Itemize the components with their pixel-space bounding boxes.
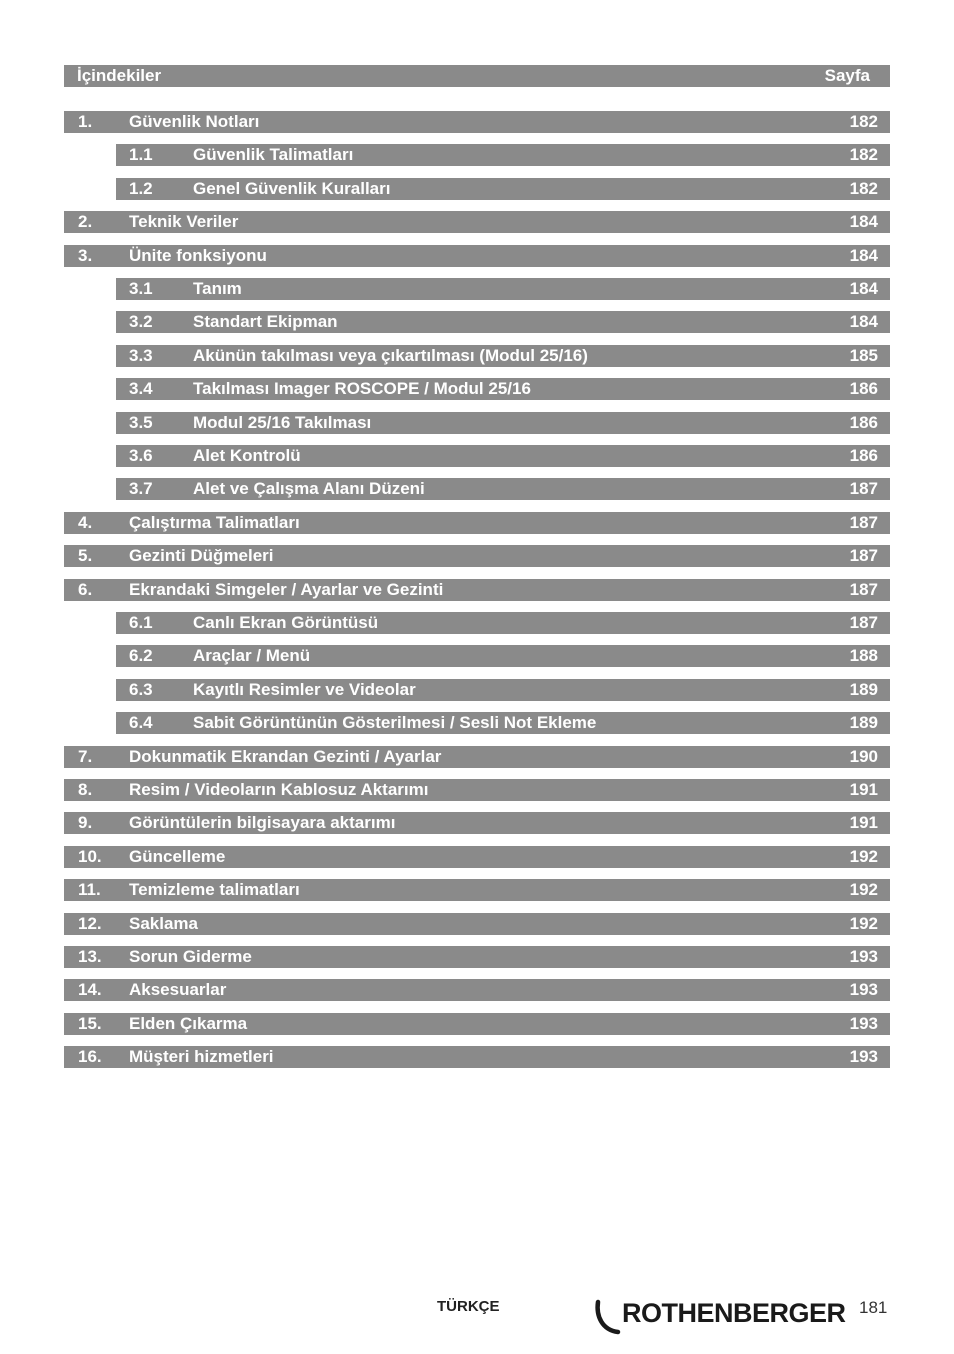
toc-page: 188 — [849, 646, 878, 665]
toc-row — [64, 979, 890, 1001]
toc-row — [64, 579, 890, 601]
toc-row — [116, 445, 890, 467]
toc-row — [64, 779, 890, 801]
toc-number: 3.1 — [129, 279, 153, 298]
toc-number: 3.2 — [129, 312, 153, 331]
toc-title: Kayıtlı Resimler ve Videolar — [193, 680, 416, 699]
toc-page: 186 — [849, 379, 878, 398]
toc-title: Aksesuarlar — [129, 980, 227, 999]
toc-number: 7. — [78, 747, 93, 766]
toc-page: 187 — [849, 546, 878, 565]
toc-title: Resim / Videoların Kablosuz Aktarımı — [129, 780, 429, 799]
toc-title: Çalıştırma Talimatları — [129, 513, 300, 532]
toc-page: 184 — [849, 312, 878, 331]
toc-title: Güncelleme — [129, 847, 226, 866]
toc-number: 3. — [78, 246, 93, 265]
toc-title: Güvenlik Notları — [129, 112, 260, 131]
toc-title: Akünün takılması veya çıkartılması (Modul 25/16) — [193, 346, 588, 365]
toc-row — [64, 846, 890, 868]
logo-text: ROTHENBERGER — [622, 1298, 846, 1328]
toc-title: Tanım — [193, 279, 242, 298]
toc-page: 184 — [849, 246, 878, 265]
toc-row — [64, 545, 890, 567]
toc-number: 3.5 — [129, 413, 153, 432]
toc-row — [116, 612, 890, 634]
toc-title: Sabit Görüntünün Gösterilmesi / Sesli Not Ekleme — [193, 713, 597, 732]
toc-row — [64, 245, 890, 267]
toc-number: 13. — [78, 947, 102, 966]
toc-number: 4. — [78, 513, 93, 532]
toc-page: 189 — [849, 680, 878, 699]
toc-page: 193 — [849, 1047, 878, 1066]
toc-page: 193 — [849, 947, 878, 966]
toc-header — [64, 65, 890, 87]
toc-row — [64, 1013, 890, 1035]
toc-page: 184 — [849, 212, 878, 231]
toc-title: Saklama — [129, 914, 198, 933]
toc-page: 187 — [849, 479, 878, 498]
toc-page: 191 — [849, 813, 878, 832]
toc-title: Takılması Imager ROSCOPE / Modul 25/16 — [193, 379, 531, 398]
toc-title: Alet Kontrolü — [193, 446, 301, 465]
toc-title: Elden Çıkarma — [129, 1014, 248, 1033]
toc-title: Dokunmatik Ekrandan Gezinti / Ayarlar — [129, 747, 442, 766]
toc-row — [116, 412, 890, 434]
toc-page: 182 — [849, 112, 878, 131]
toc-title: Araçlar / Menü — [193, 646, 311, 665]
toc-page: 184 — [849, 279, 878, 298]
toc-number: 1.2 — [129, 179, 153, 198]
toc-number: 6.4 — [129, 713, 153, 732]
toc-title: Teknik Veriler — [129, 212, 239, 231]
toc-title: Modul 25/16 Takılması — [193, 413, 372, 432]
toc-page: 190 — [849, 747, 878, 766]
toc-number: 10. — [78, 847, 102, 866]
toc-title: Alet ve Çalışma Alanı Düzeni — [193, 479, 425, 498]
toc-row — [116, 712, 890, 734]
toc-row — [116, 311, 890, 333]
toc-page: 182 — [849, 179, 878, 198]
toc-row — [116, 478, 890, 500]
toc-title: Sorun Giderme — [129, 947, 252, 966]
toc-title: Müşteri hizmetleri — [129, 1047, 274, 1066]
footer-language: TÜRKÇE — [437, 1298, 500, 1315]
toc-number: 6.2 — [129, 646, 153, 665]
toc-page: 185 — [849, 346, 878, 365]
toc-number: 16. — [78, 1047, 102, 1066]
toc-page: 186 — [849, 446, 878, 465]
toc-title: Güvenlik Talimatları — [193, 145, 354, 164]
toc-row — [64, 879, 890, 901]
toc-title: Görüntülerin bilgisayara aktarımı — [129, 813, 396, 832]
toc-number: 15. — [78, 1014, 102, 1033]
toc-row — [64, 913, 890, 935]
toc-number: 2. — [78, 212, 93, 231]
toc-number: 8. — [78, 780, 93, 799]
toc-number: 5. — [78, 546, 93, 565]
toc-row — [116, 178, 890, 200]
toc-number: 1.1 — [129, 145, 153, 164]
toc-title: Genel Güvenlik Kuralları — [193, 179, 391, 198]
toc-row — [64, 1046, 890, 1068]
toc-row — [64, 111, 890, 133]
toc-page: 182 — [849, 145, 878, 164]
toc-row — [116, 645, 890, 667]
toc-number: 6.1 — [129, 613, 153, 632]
toc-number: 6. — [78, 580, 93, 599]
toc-row — [64, 211, 890, 233]
toc-row — [64, 946, 890, 968]
toc-row — [64, 512, 890, 534]
toc-number: 9. — [78, 813, 93, 832]
toc-title: Gezinti Düğmeleri — [129, 546, 274, 565]
toc-page: 187 — [849, 513, 878, 532]
toc-page: 193 — [849, 980, 878, 999]
logo-hook-icon — [594, 1296, 624, 1336]
toc-number: 3.7 — [129, 479, 153, 498]
toc-number: 12. — [78, 914, 102, 933]
toc-page: 186 — [849, 413, 878, 432]
toc-header-page-label: Sayfa — [824, 66, 870, 85]
toc-number: 14. — [78, 980, 102, 999]
toc-number: 3.4 — [129, 379, 153, 398]
toc-page: 192 — [849, 847, 878, 866]
toc-header-title: İçindekiler — [77, 66, 162, 85]
toc-title: Ekrandaki Simgeler / Ayarlar ve Gezinti — [129, 580, 444, 599]
toc-row — [116, 378, 890, 400]
toc-page: 189 — [849, 713, 878, 732]
toc-page: 192 — [849, 914, 878, 933]
rothenberger-logo — [594, 1296, 846, 1336]
toc-page: 187 — [849, 613, 878, 632]
toc-number: 3.6 — [129, 446, 153, 465]
toc-number: 1. — [78, 112, 93, 131]
toc-row — [116, 345, 890, 367]
toc-row — [116, 679, 890, 701]
toc-number: 11. — [78, 880, 101, 899]
toc-title: Temizleme talimatları — [129, 880, 300, 899]
toc-page: 192 — [849, 880, 878, 899]
toc-page: 187 — [849, 580, 878, 599]
page-number: 181 — [859, 1298, 888, 1317]
toc-page: 191 — [849, 780, 878, 799]
toc-page: 193 — [849, 1014, 878, 1033]
toc-number: 3.3 — [129, 346, 153, 365]
toc-row — [116, 278, 890, 300]
toc-title: Canlı Ekran Görüntüsü — [193, 613, 379, 632]
toc-number: 6.3 — [129, 680, 153, 699]
toc-row — [64, 746, 890, 768]
toc-row — [116, 144, 890, 166]
toc-title: Standart Ekipman — [193, 312, 338, 331]
toc-row — [64, 812, 890, 834]
toc-title: Ünite fonksiyonu — [129, 246, 267, 265]
